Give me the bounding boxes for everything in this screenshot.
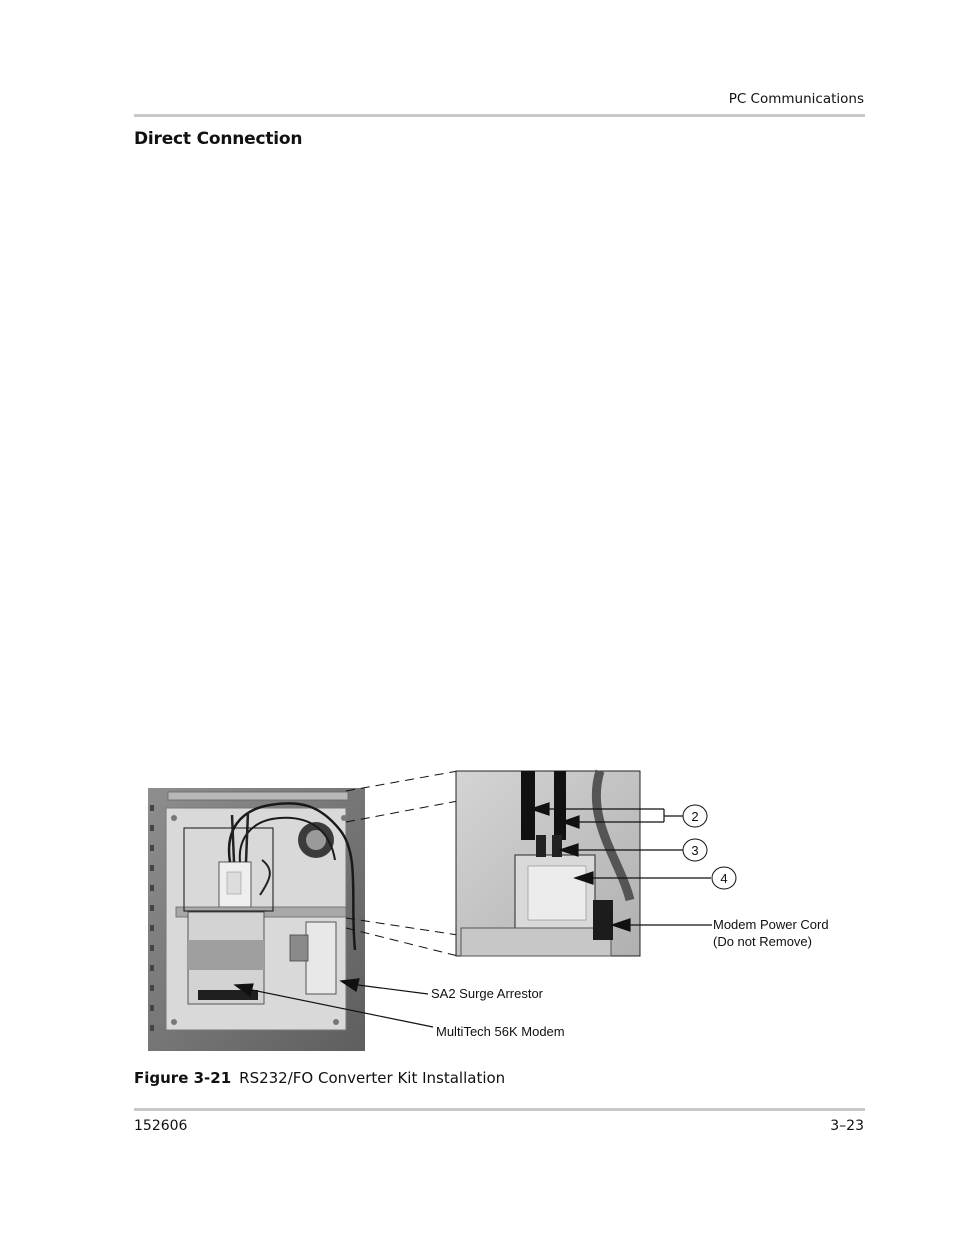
figure-title: RS232/FO Converter Kit Installation [239,1069,506,1087]
callout-do-not-remove: (Do not Remove) [713,934,812,949]
closeup-photo [456,771,640,956]
callout-surge-arrestor: SA2 Surge Arrestor [431,986,543,1001]
footer-rule [134,1108,865,1111]
section-heading: Direct Connection [134,129,303,149]
callout-number-3: 3 [691,843,699,858]
figure-illustration [0,760,954,1060]
running-head: PC Communications [728,91,864,107]
callout-number-2: 2 [691,809,699,824]
figure-number: Figure 3-21 [134,1069,232,1087]
callout-modem: MultiTech 56K Modem [436,1024,565,1039]
callout-modem-power-cord: Modem Power Cord [713,917,829,932]
header-rule [134,114,865,117]
page-number: 3–23 [830,1118,864,1134]
figure-caption [134,1069,505,1087]
document-number: 152606 [134,1118,188,1134]
enclosure-photo [148,788,365,1051]
callout-number-4: 4 [720,871,728,886]
